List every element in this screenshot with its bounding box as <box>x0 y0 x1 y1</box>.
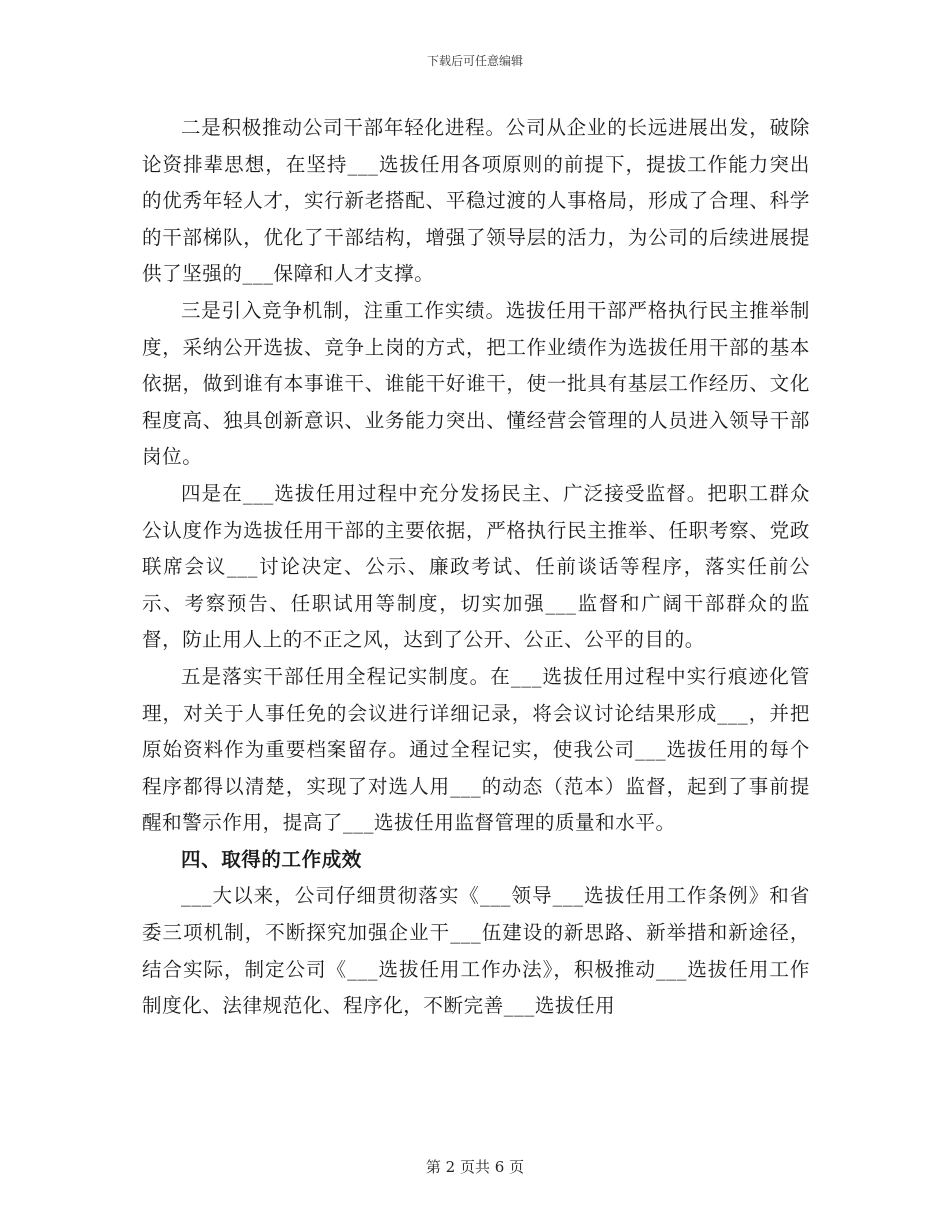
paragraph-results: ___大以来，公司仔细贯彻落实《___领导___选拔任用工作条例》和省委三项机制，不断探究加强企业干___伍建设的新思路、新举措和新途径，结合实际，制定公司《___选拔任用工作办法》，积极推动___选拔任用工作制度化、法律规范化、程序化，不断完善___选拔任用 <box>142 884 810 1018</box>
document-body <box>142 110 810 1025</box>
page-header: 下载后可任意编辑 <box>426 54 523 68</box>
page-footer: 第 2 页共 6 页 <box>425 1158 525 1176</box>
paragraph-three: 三是引入竞争机制，注重工作实绩。选拔任用干部严格执行民主推举制度，采纳公开选拔、竞争上岗的方式，把工作业绩作为选拔任用干部的基本依据，做到谁有本事谁干、谁能干好谁干，使一批具有基层工作经历、文化程度高、独具创新意识、业务能力突出、懂经营会管理的人员进入领导干部岗位。 <box>142 298 810 469</box>
paragraph-two: 二是积极推动公司干部年轻化进程。公司从企业的长远进展出发，破除论资排辈思想，在坚持___选拔任用各项原则的前提下，提拔工作能力突出的优秀年轻人才，实行新老搭配、平稳过渡的人事格局，形成了合理、科学的干部梯队，优化了干部结构，增强了领导层的活力，为公司的后续进展提供了坚强的___保障和人才支撑。 <box>142 116 810 286</box>
paragraph-four: 四是在___选拔任用过程中充分发扬民主、广泛接受监督。把职工群众公认度作为选拔任用干部的主要依据，严格执行民主推举、任职考察、党政联席会议___讨论决定、公示、廉政考试、任前谈话等程序，落实任前公示、考察预告、任职试用等制度，切实加强___监督和广阔干部群众的监督，防止用人上的不正之风，达到了公开、公正、公平的目的。 <box>142 481 810 652</box>
section-heading: 四、取得的工作成效 <box>181 847 362 871</box>
paragraph-five: 五是落实干部任用全程记实制度。在___选拔任用过程中实行痕迹化管理，对关于人事任免的会议进行详细记录，将会议讨论结果形成___，并把原始资料作为重要档案留存。通过全程记实，使我公司___选拔任用的每个程序都得以清楚，实现了对选人用___的动态（范本）监督，起到了事前提醒和警示作用，提高了___选拔任用监督管理的质量和水平。 <box>142 664 810 835</box>
